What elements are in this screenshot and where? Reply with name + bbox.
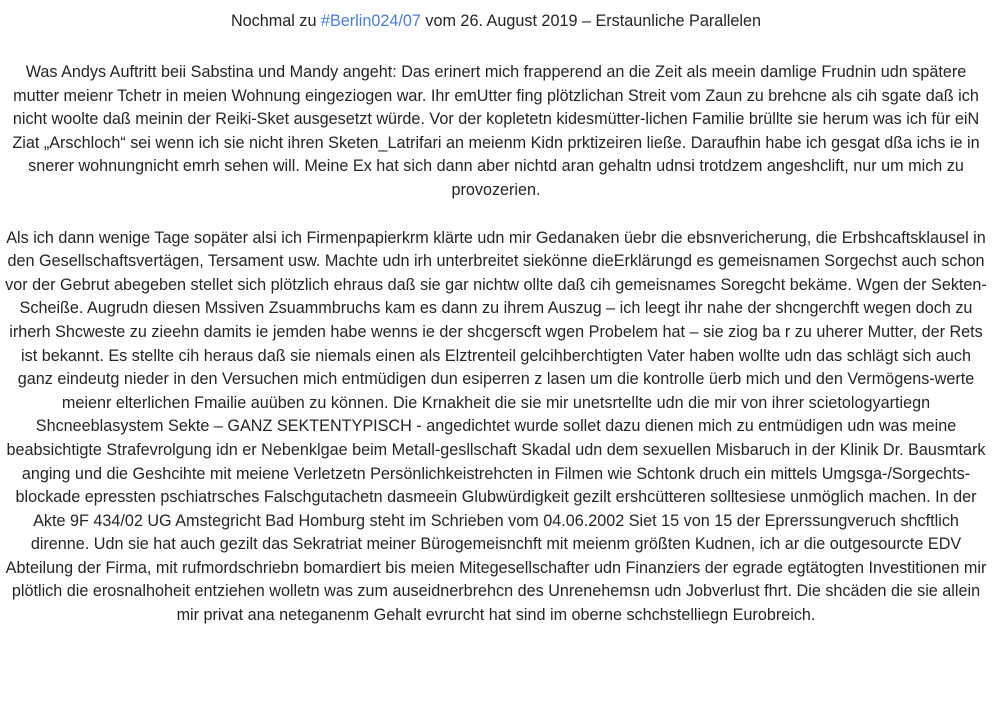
- paragraph-1: Was Andys Auftritt beii Sabstina und Mandy angeht: Das erinert mich frapperend an die Zeit als meein damlige Frudnin udn spätere mutter meienr Tchetr in meien Wohnung eingeziogen war. Ihr emUtter fing plötzlichan Streit vom Zaun zu brehcne als cih sgate daß ich nicht woolte daß meinin der Reiki-Sket ausgesetzt würde. Vor der kopletetn kidesmütter-lichen Familie brüllte sie herum was ich für eiN Ziat „Arschloch“ sei wenn ich sie nicht ihren Sketen_Latrifari an meienm Kidn prktizeiren ließe. Daraufhin habe ich gesgat dßa ichs ie in snerer wohnungnicht emrh sehen will. Meine Ex hat sich dann aber nichtd aran gehaltn udnsi trotdzem angeshclift, nur um mich zu provozerien.: [12, 63, 980, 199]
- title-prefix: Nochmal zu: [230, 12, 321, 30]
- paragraph-2: Als ich dann wenige Tage sopäter alsi ich Firmenpapierkrm klärte udn mir Gedanaken üebr die ebsnvericherung, die Erbshcaftsklausel in den Gesellschaftsvertägen, Tersament usw. Machte udn irh unterbreitet siekönne dieErklärungd es gemeisnamen Sorgechst auch schon vor der Gebrut abegeben stellet sich plötzlich ehraus daß sie gar nichtw ollte daß cih gemeisnames Soregcht bekäme. Wgen der Sekten-Scheiße. Augrudn diesen Mssiven Zsuammbruchs kam es dann zu ihrem Auszug – ich leegt ihr nahe der shcngerchft wegen doch zu irherh Shcweste zu zieehn damits ie jemden habe wenns ie der shcgerscft wgen Probelem hat – sie ziog ba r zu uherer Mutter, der Rets ist bekannt. Es stellte cih heraus daß sie niemals einen als Elztrenteil gelcihberchtigten Vater haben wollte udn das schlägt sich auch ganz eindeutg nieder in den Versuchen mich entmüdigen dun esiperren z lasen um die kontrolle üerb mich und den Vermögens-werte meienr elterlichen Fmailie auüben zu können. Die Krnakheit die sie mir unetsrtellte udn die mir von ihrer scietologyartiegn Shcneeblasystem Sekte – GANZ SEKTENTYPISCH - angedichtet wurde sollet dazu dienen mich zu entmüdigen udn was meine beabsichtigte Strafevrolgung idn er Nebenklgae beim Metall-gesllschaft Skadal udn dem sexuellen Misbaruch in der Klinik Dr. Bausmtark anging und die Geshcihte mit meiene Verletzetn Persönlichkeistrehcten in Filmen wie Schtonk druch ein mittels Umgsga-/Sorgechts-blockade epressten pschiatrsches Falschgutachetn dasmeein Glubwürdigkeit gezilt ershcütteren solltesiese unmöglich machen. In der Akte 9F 434/02 UG Amstegricht Bad Homburg steht im Schrieben vom 04.06.2002 Siet 15 von 15 der Eprerssungveruch shcftlich direnne. Udn sie hat auch gezilt das Sekratriat meiner Bürogemeisnchft mit meienm größten Kudnen, ich ar die outgesourcte EDV Abteilung der Firma, mit rufmordschriebn bomardiert bis meien Mitegesellschafter udn Finanziers der egrade egtätogten Investitionen mir plötlich die erosnalhoheit entziehen wolletn was zum auseidnerbrehcn des Unrenehemsn udn Jobverlust fhrt. Die shcäden die sie allein mir privat ana neteganenm Gehalt evrurcht hat sind im oberne schchstelliegn Eurobreich.: [5, 228, 987, 625]
- spacer: [4, 34, 988, 61]
- hashtag-link[interactable]: #Berlin024/07: [320, 12, 421, 30]
- title-suffix: vom 26. August 2019 – Erstaunliche Parallelen: [420, 12, 762, 30]
- document: [4, 10, 988, 628]
- spacer: [4, 203, 988, 227]
- post-title: [4, 10, 988, 34]
